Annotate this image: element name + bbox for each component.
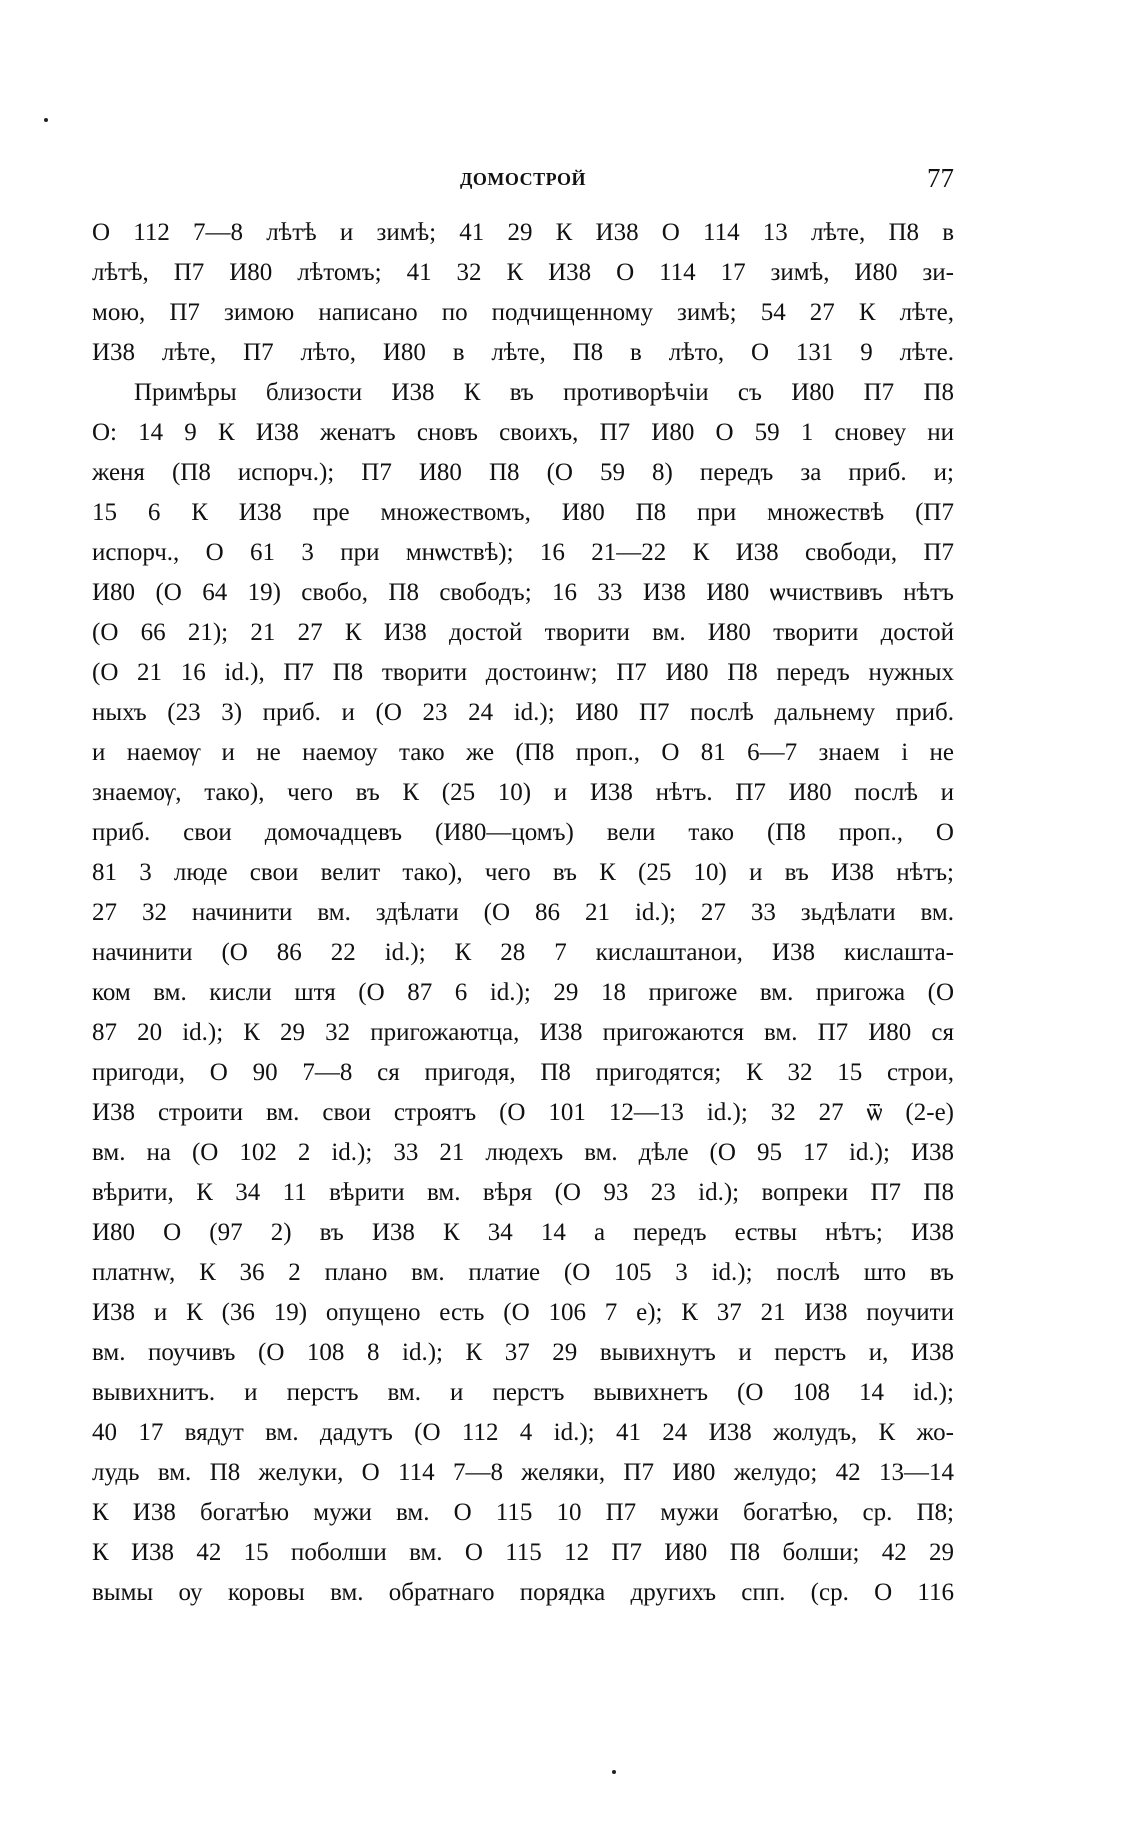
text-line: (О 66 21); 21 27 К И38 достой творити вм. И80 творити достой — [92, 619, 954, 646]
text-line: 87 20 id.); К 29 32 пригожаютца, И38 пригожаются вм. П7 И80 ся — [92, 1019, 954, 1046]
text-line: 40 17 вядут вм. дадутъ (О 112 4 id.); 41 24 И38 жолудъ, К жо- — [92, 1419, 954, 1446]
text-line: лудь вм. П8 желуки, О 114 7—8 желяки, П7 И80 желудо; 42 13—14 — [92, 1459, 954, 1486]
text-line: И38 строити вм. свои строятъ (О 101 12—13 id.); 32 27 ѿ (2-е) — [92, 1099, 954, 1126]
text-line: И80 (О 64 19) свобо, П8 свободъ; 16 33 И38 И80 ѡчиствивъ нѣтъ — [92, 579, 954, 606]
text-line: 27 32 начинити вм. здѣлати (О 86 21 id.); 27 33 зьдѣлати вм. — [92, 899, 954, 926]
text-line: К И38 42 15 поболши вм. О 115 12 П7 И80 П8 болши; 42 29 — [92, 1539, 954, 1566]
text-line: 81 3 люде свои велит тако), чего въ К (25 10) и въ И38 нѣтъ; — [92, 859, 954, 886]
text-line: мою, П7 зимою написано по подчищенному зимѣ; 54 27 К лѣте, — [92, 299, 954, 326]
text-line: И80 О (97 2) въ И38 К 34 14 а передъ ествы нѣтъ; И38 — [92, 1219, 954, 1246]
text-line: К И38 богатѣю мужи вм. О 115 10 П7 мужи богатѣю, ср. П8; — [92, 1499, 954, 1526]
text-line: (О 21 16 id.), П7 П8 творити достоинw; П7 И80 П8 передъ нужных — [92, 659, 954, 686]
margin-dot — [44, 118, 48, 122]
text-line: вм. поучивъ (О 108 8 id.); К 37 29 вывихнутъ и перстъ и, И38 — [92, 1339, 954, 1366]
text-line: начинити (О 86 22 id.); К 28 7 кислаштанои, И38 кислашта- — [92, 939, 954, 966]
page-number: 77 — [927, 163, 954, 193]
text-line: женя (П8 испорч.); П7 И80 П8 (О 59 8) передъ за приб. и; — [92, 459, 954, 486]
text-line: вѣрити, К 34 11 вѣрити вм. вѣря (О 93 23 id.); вопреки П7 П8 — [92, 1179, 954, 1206]
text-line: ныхъ (23 3) приб. и (О 23 24 id.); И80 П7 послѣ дальнему приб. — [92, 699, 954, 726]
running-title: ДОМОСТРОЙ — [460, 169, 586, 189]
text-line: знаемѹ, тако), чего въ К (25 10) и И38 нѣтъ. П7 И80 послѣ и — [92, 779, 954, 806]
text-line: И38 лѣте, П7 лѣто, И80 в лѣте, П8 в лѣто, О 131 9 лѣте. — [92, 339, 954, 366]
text-line: О: 14 9 К И38 женатъ сновъ своихъ, П7 И80 О 59 1 сновеу ни — [92, 419, 954, 446]
running-head — [92, 163, 954, 195]
text-line: платнw, К 36 2 плано вм. платие (О 105 3 id.); послѣ што въ — [92, 1259, 954, 1286]
text-line: пригоди, О 90 7—8 ся пригодя, П8 пригодятся; К 32 15 строи, — [92, 1059, 954, 1086]
text-line: ком вм. кисли штя (О 87 6 id.); 29 18 пригоже вм. пригожа (О — [92, 979, 954, 1006]
text-line: испорч., О 61 3 при мнѡствѣ); 16 21—22 К И38 свободи, П7 — [92, 539, 954, 566]
text-line: И38 и К (36 19) опущено есть (О 106 7 е); К 37 21 И38 поучити — [92, 1299, 954, 1326]
text-line: вывихнитъ. и перстъ вм. и перстъ вывихнетъ (О 108 14 id.); — [92, 1379, 954, 1406]
body-text — [92, 213, 954, 1753]
margin-dot — [612, 1770, 616, 1774]
text-line: вм. на (О 102 2 id.); 33 21 людехъ вм. дѣле (О 95 17 id.); И38 — [92, 1139, 954, 1166]
text-line: и наемѹ и не наемоу тако же (П8 проп., О 81 6—7 знаем і не — [92, 739, 954, 766]
text-line: приб. свои домочадцевъ (И80—цомъ) вели тако (П8 проп., О — [92, 819, 954, 846]
text-line: вымы оу коровы вм. обратнаго порядка другихъ спп. (ср. О 116 — [92, 1579, 954, 1606]
text-line: О 112 7—8 лѣтѣ и зимѣ; 41 29 К И38 О 114 13 лѣте, П8 в — [92, 219, 954, 246]
text-line: 15 6 К И38 пре множествомъ, И80 П8 при множествѣ (П7 — [92, 499, 954, 526]
text-line: Примѣры близости И38 К въ противорѣчіи съ И80 П7 П8 — [134, 379, 954, 406]
text-line: лѣтѣ, П7 И80 лѣтомъ; 41 32 К И38 О 114 17 зимѣ, И80 зи- — [92, 259, 954, 286]
